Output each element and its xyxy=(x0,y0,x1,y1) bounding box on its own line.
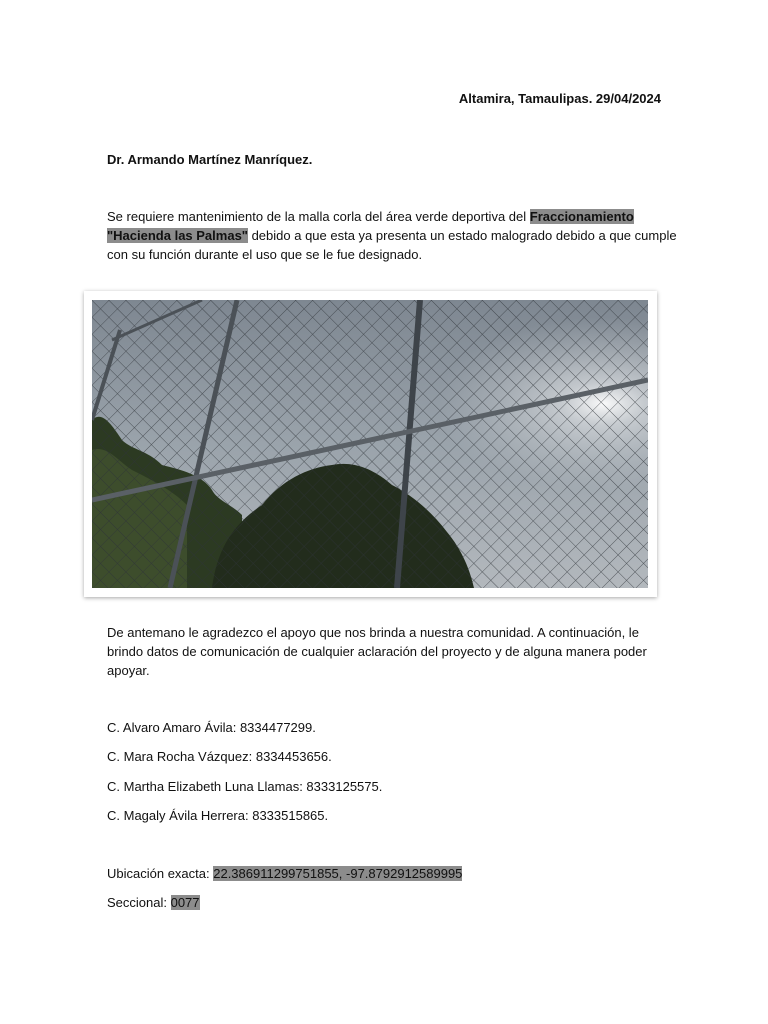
contact-item: C. Alvaro Amaro Ávila: 8334477299. xyxy=(107,720,316,735)
highlight-hacienda-name: "Hacienda las Palmas" xyxy=(107,228,248,243)
fence-photo xyxy=(84,291,657,597)
highlight-fraccionamiento: Fraccionamiento xyxy=(529,209,634,224)
place-date: Altamira, Tamaulipas. 29/04/2024 xyxy=(458,91,661,106)
location-coordinates: 22.386911299751855, -97.8792912589995 xyxy=(213,866,463,881)
seccional-line xyxy=(107,893,662,912)
seccional-label: Seccional: xyxy=(107,895,171,910)
intro-line-3: con su función durante el uso que se le fue designado. xyxy=(107,247,423,262)
body-line-1: De antemano le agradezco el apoyo que nos brinda a nuestra comunidad. A continuación, le xyxy=(107,625,639,640)
body-line-3: apoyar. xyxy=(107,663,150,678)
recipient-name: Dr. Armando Martínez Manríquez. xyxy=(107,152,313,167)
intro-text-2: debido a que esta ya presenta un estado malogrado debido a que cumple xyxy=(247,228,677,243)
contact-item: C. Magaly Ávila Herrera: 8333515865. xyxy=(107,808,329,823)
location-line xyxy=(107,864,662,883)
location-label: Ubicación exacta: xyxy=(107,866,214,881)
contact-item: C. Mara Rocha Vázquez: 8334453656. xyxy=(107,749,332,764)
body-line-2: brindo datos de comunicación de cualquier aclaración del proyecto y de alguna manera poder xyxy=(107,644,647,659)
intro-line-1 xyxy=(107,207,662,226)
seccional-value: 0077 xyxy=(170,895,200,910)
contact-item: C. Martha Elizabeth Luna Llamas: 8333125575. xyxy=(107,779,383,794)
intro-line-2 xyxy=(107,226,677,245)
intro-text: Se requiere mantenimiento de la malla corla del área verde deportiva del xyxy=(107,209,530,224)
fence-photo-image xyxy=(92,300,648,588)
